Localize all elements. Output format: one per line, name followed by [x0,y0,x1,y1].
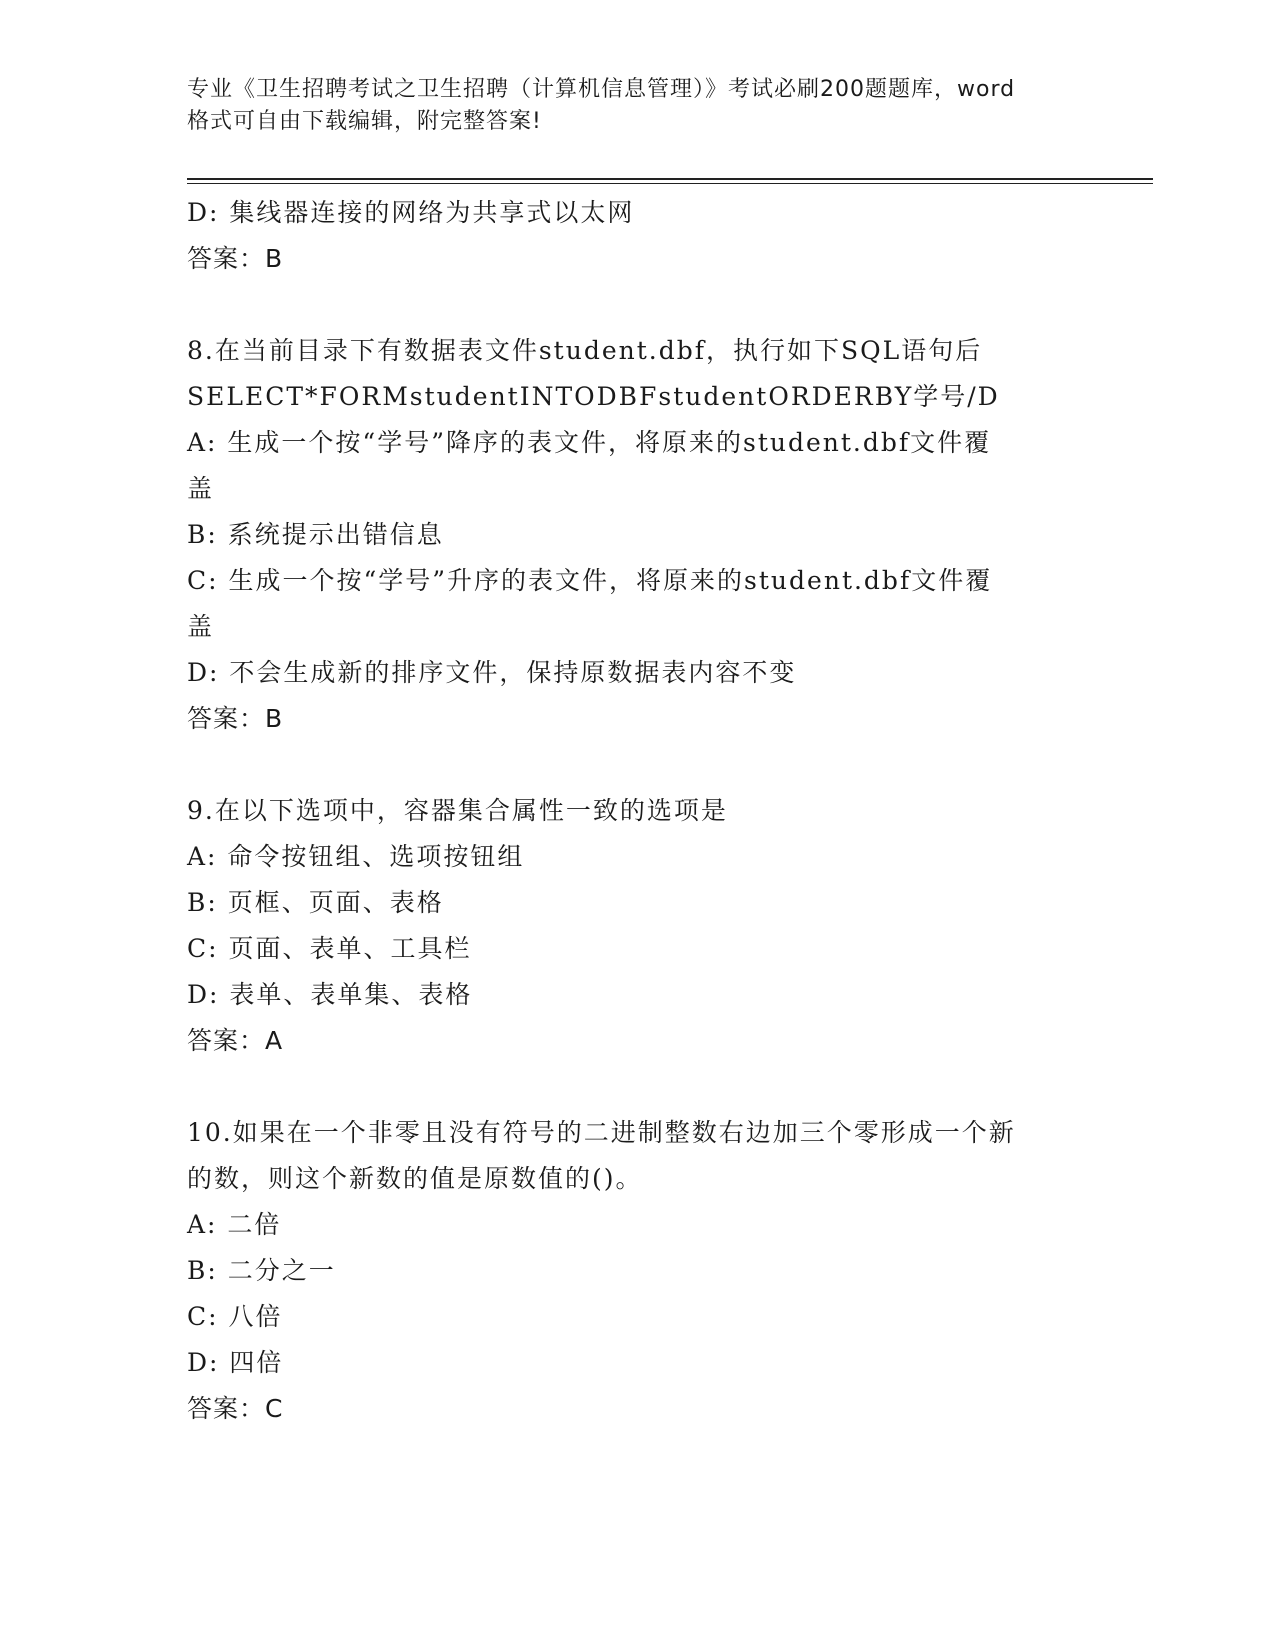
q8-option-c-line-2: 盖 [187,612,215,641]
q7-option-d: D: 集线器连接的网络为共享式以太网 [187,198,635,227]
q9-stem: 9.在以下选项中，容器集合属性一致的选项是 [187,796,728,825]
question-7-tail [187,190,1087,282]
q9-option-a: A: 命令按钮组、选项按钮组 [187,842,525,871]
q7-answer: 答案：B [187,244,284,273]
q10-option-c: C: 八倍 [187,1302,283,1331]
spacer [187,282,1087,328]
q9-answer: 答案：A [187,1026,284,1055]
header-divider-top [187,178,1153,180]
q10-stem-line-1: 10.如果在一个非零且没有符号的二进制整数右边加三个零形成一个新 [187,1118,1016,1147]
header-divider-bottom [187,183,1153,184]
q10-option-a: A: 二倍 [187,1210,282,1239]
q8-stem-line-1: 8.在当前目录下有数据表文件student.dbf，执行如下SQL语句后 [187,336,983,365]
document-header [187,74,1087,138]
q8-option-a-line-1: A: 生成一个按“学号”降序的表文件，将原来的student.dbf文件覆 [187,428,992,457]
question-10 [187,1110,1087,1432]
q8-answer: 答案：B [187,704,284,733]
q9-option-c: C: 页面、表单、工具栏 [187,934,472,963]
q8-stem-line-2: SELECT*FORMstudentINTODBFstudentORDERBY学号/D [187,382,1000,411]
q8-option-c-line-1: C: 生成一个按“学号”升序的表文件，将原来的student.dbf文件覆 [187,566,993,595]
q10-option-d: D: 四倍 [187,1348,284,1377]
q8-option-a-line-2: 盖 [187,474,215,503]
question-9 [187,788,1087,1064]
question-content [187,190,1087,1432]
header-line-2: 格式可自由下载编辑，附完整答案! [187,109,542,134]
question-8 [187,328,1087,742]
q8-option-b: B: 系统提示出错信息 [187,520,444,549]
q9-option-d: D: 表单、表单集、表格 [187,980,473,1009]
q8-option-d: D: 不会生成新的排序文件，保持原数据表内容不变 [187,658,797,687]
q10-option-b: B: 二分之一 [187,1256,336,1285]
spacer [187,1064,1087,1110]
q10-answer: 答案：C [187,1394,284,1423]
q10-stem-line-2: 的数，则这个新数的值是原数值的()。 [187,1164,643,1193]
q9-option-b: B: 页框、页面、表格 [187,888,444,917]
header-line-1: 专业《卫生招聘考试之卫生招聘（计算机信息管理）》考试必刷200题题库，word [187,77,1016,102]
spacer [187,742,1087,788]
